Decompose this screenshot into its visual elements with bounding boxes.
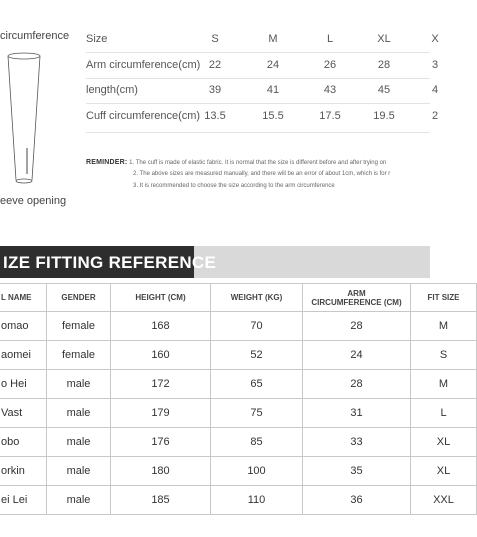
cell-height: 185	[111, 486, 211, 515]
cell-size: S	[411, 341, 477, 370]
reminder-text: 1. The cuff is made of elastic fabric. It is normal that the size is different before and after trying on	[129, 160, 387, 166]
column-header-gender: GENDER	[47, 284, 111, 312]
reminder-line	[86, 156, 430, 169]
cell-name: Vast	[0, 399, 47, 428]
column-header-weight: WEIGHT (KG)	[211, 284, 303, 312]
cell-height: 168	[111, 312, 211, 341]
cell-arm: 28	[303, 312, 411, 341]
size-chart-header-cell: M	[268, 33, 278, 45]
size-chart-row-label: Cuff circumference(cm)	[86, 110, 201, 122]
size-chart-divider	[86, 132, 430, 133]
arm-circumference-label: circumference	[0, 30, 70, 42]
size-chart-header-row	[86, 33, 439, 49]
table-row	[0, 399, 477, 428]
cell-size: L	[411, 399, 477, 428]
column-header-name: L NAME	[0, 284, 47, 312]
cell-weight: 70	[211, 312, 303, 341]
cell-name: omao	[0, 312, 47, 341]
table-row	[0, 486, 477, 515]
cell-name: o Hei	[0, 370, 47, 399]
reminder-line: 3. It is recommended to choose the size according to the arm circumference	[133, 182, 335, 189]
cell-size: XL	[411, 457, 477, 486]
size-chart-cell: 3	[431, 59, 439, 71]
cell-name: orkin	[0, 457, 47, 486]
cell-gender: male	[47, 370, 111, 399]
cell-name: aomei	[0, 341, 47, 370]
size-chart-cell: 17.5	[319, 110, 341, 122]
cell-height: 180	[111, 457, 211, 486]
size-chart-divider	[86, 78, 430, 79]
size-chart-cell: 43	[323, 84, 337, 96]
size-chart-header-cell: S	[211, 33, 219, 45]
size-chart-cell: 24	[266, 59, 280, 71]
size-chart-cell: 2	[431, 110, 439, 122]
arm-sleeve-illustration	[0, 48, 50, 198]
cell-gender: female	[47, 312, 111, 341]
cell-weight: 65	[211, 370, 303, 399]
table-header-row	[0, 284, 477, 312]
cell-size: XL	[411, 428, 477, 457]
cell-weight: 110	[211, 486, 303, 515]
cell-gender: female	[47, 341, 111, 370]
cell-arm: 31	[303, 399, 411, 428]
size-chart-cell: 28	[377, 59, 391, 71]
size-chart-cell: 26	[323, 59, 337, 71]
size-chart-cell: 41	[266, 84, 280, 96]
size-chart-header-cell: X	[431, 33, 439, 45]
cell-arm: 33	[303, 428, 411, 457]
size-chart-cell: 22	[208, 59, 222, 71]
cell-arm: 36	[303, 486, 411, 515]
size-chart-header-cell: XL	[377, 33, 391, 45]
cell-height: 172	[111, 370, 211, 399]
cell-weight: 100	[211, 457, 303, 486]
size-chart-row	[86, 110, 439, 126]
size-chart-row-label: Arm circumference(cm)	[86, 59, 201, 71]
size-chart-cell: 15.5	[262, 110, 284, 122]
table-row	[0, 341, 477, 370]
cell-gender: male	[47, 399, 111, 428]
table-row	[0, 457, 477, 486]
cell-gender: male	[47, 428, 111, 457]
size-chart-row-label: length(cm)	[86, 84, 138, 96]
reminder-label: REMINDER:	[86, 159, 128, 166]
cell-arm: 35	[303, 457, 411, 486]
reminder-notes	[86, 156, 430, 192]
size-fitting-table	[0, 283, 477, 515]
cell-weight: 85	[211, 428, 303, 457]
size-chart-row	[86, 84, 439, 100]
sleeve-opening-label: eeve opening	[0, 195, 67, 207]
cell-name: ei Lei	[0, 486, 47, 515]
cell-size: M	[411, 312, 477, 341]
cell-arm: 28	[303, 370, 411, 399]
size-chart-header-cell: L	[326, 33, 334, 45]
table-row	[0, 428, 477, 457]
table-row	[0, 370, 477, 399]
size-chart-header-label: Size	[86, 33, 108, 45]
cell-weight: 52	[211, 341, 303, 370]
cell-height: 179	[111, 399, 211, 428]
size-chart-divider	[86, 52, 430, 53]
size-chart-cell: 13.5	[204, 110, 226, 122]
cell-size: M	[411, 370, 477, 399]
size-chart-cell: 39	[208, 84, 222, 96]
cell-size: XXL	[411, 486, 477, 515]
size-chart-cell: 19.5	[373, 110, 395, 122]
cell-gender: male	[47, 486, 111, 515]
column-header-arm-circumference: ARM CIRCUMFERENCE (CM)	[303, 284, 411, 312]
cell-gender: male	[47, 457, 111, 486]
size-chart-divider	[86, 103, 430, 104]
cell-name: obo	[0, 428, 47, 457]
cell-height: 160	[111, 341, 211, 370]
size-chart-cell: 4	[431, 84, 439, 96]
table-row	[0, 312, 477, 341]
section-title: IZE FITTING REFERENCE	[3, 253, 217, 272]
size-chart-cell: 45	[377, 84, 391, 96]
column-header-fit-size: FIT SIZE	[411, 284, 477, 312]
column-header-height: HEIGHT (CM)	[111, 284, 211, 312]
cell-weight: 75	[211, 399, 303, 428]
size-chart-row	[86, 59, 439, 75]
cell-height: 176	[111, 428, 211, 457]
reminder-line: 2. The above sizes are measured manually, and there will be an error of about 1cm, which is for r	[133, 171, 391, 178]
cell-arm: 24	[303, 341, 411, 370]
